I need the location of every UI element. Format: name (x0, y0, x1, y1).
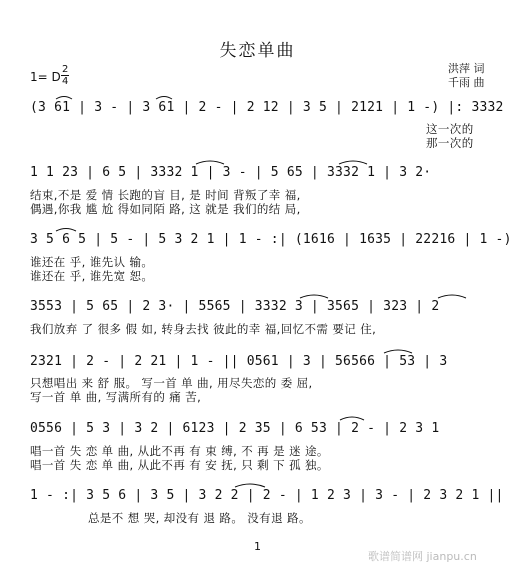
song-title: 失恋单曲 (219, 41, 296, 61)
system-4-lyric-1: 我们放弃 了 很多 假 如, 转身去找 彼此的幸 福,回忆不需 要记 住, (30, 322, 377, 336)
slur (438, 295, 466, 298)
slur (235, 484, 265, 487)
slur (339, 161, 367, 164)
system-2-lyric-2: 偶遇,你我 尴 尬 得如同陌 路, 这 就是 我们的结 局, (30, 202, 301, 216)
system-4-notes: 3553 | 5 65 | 2 3· | 5565 | 3332 3 | 3565 | 323 | 2 (30, 299, 440, 314)
time-signature-top: 2 (62, 64, 69, 75)
system-7-lyric-1: 总是不 想 哭, 却没有 退 路。 没有退 路。 (88, 511, 311, 525)
system-5-notes: 2321 | 2 - | 2 21 | 1 - || 0561 | 3 | 56566 | 53 | 3 (30, 354, 448, 369)
system-1-notes: (3 61 | 3 - | 3 61 | 2 - | 2 12 | 3 5 | 2121 | 1 -) |: 3332 (30, 100, 504, 115)
system-6-lyric-1: 唱一首 失 恋 单 曲, 从此不再 有 束 缚, 不 再 是 迷 途。 (30, 444, 329, 458)
lyricist-credit: 洪萍 词 (448, 62, 485, 75)
slur (156, 97, 172, 100)
system-1-lyric-1: 这一次的 (426, 122, 474, 136)
slur (340, 417, 364, 420)
system-6-lyric-2: 唱一首 失 恋 单 曲, 从此不再 有 安 抚, 只 剩 下 孤 独。 (30, 458, 329, 472)
system-7-notes: 1 - :| 3 5 6 | 3 5 | 3 2 2 | 2 - | 1 2 3 | 3 - | 2 3 2 1 || (30, 488, 504, 503)
system-3-lyric-2: 谁还在 乎, 谁先宽 恕。 (30, 269, 154, 283)
system-2-notes: 1 1 23 | 6 5 | 3332 1 | 3 - | 5 65 | 3332 1 | 3 2· (30, 165, 432, 180)
slur (300, 295, 328, 298)
slur (196, 161, 224, 164)
system-5-lyric-2: 写一首 单 曲, 写满所有的 痛 苦, (30, 390, 202, 404)
system-1-lyric-2: 那一次的 (426, 136, 474, 150)
watermark: 歌谱简谱网 jianpu.cn (368, 550, 477, 563)
key-signature: 1= D (30, 70, 61, 84)
system-5-lyric-1: 只想唱出 来 舒 服。 写一首 单 曲, 用尽失恋的 委 屈, (30, 376, 313, 390)
time-signature-bottom: 4 (62, 76, 69, 87)
page-number: 1 (254, 540, 261, 553)
system-2-lyric-1: 结束,不是 爱 情 长跑的盲 目, 是 时间 背叛了幸 福, (30, 188, 301, 202)
system-6-notes: 0556 | 5 3 | 3 2 | 6123 | 2 35 | 6 53 | 2 - | 2 3 1 (30, 421, 440, 436)
slur (56, 229, 76, 232)
system-3-notes: 3 5 6 5 | 5 - | 5 3 2 1 | 1 - :| (1616 | 1635 | 22216 | 1 -) (30, 232, 512, 247)
system-3-lyric-1: 谁还在 乎, 谁先认 输。 (30, 255, 154, 269)
slur (384, 350, 412, 353)
slur (56, 97, 72, 100)
composer-credit: 千雨 曲 (448, 76, 485, 89)
